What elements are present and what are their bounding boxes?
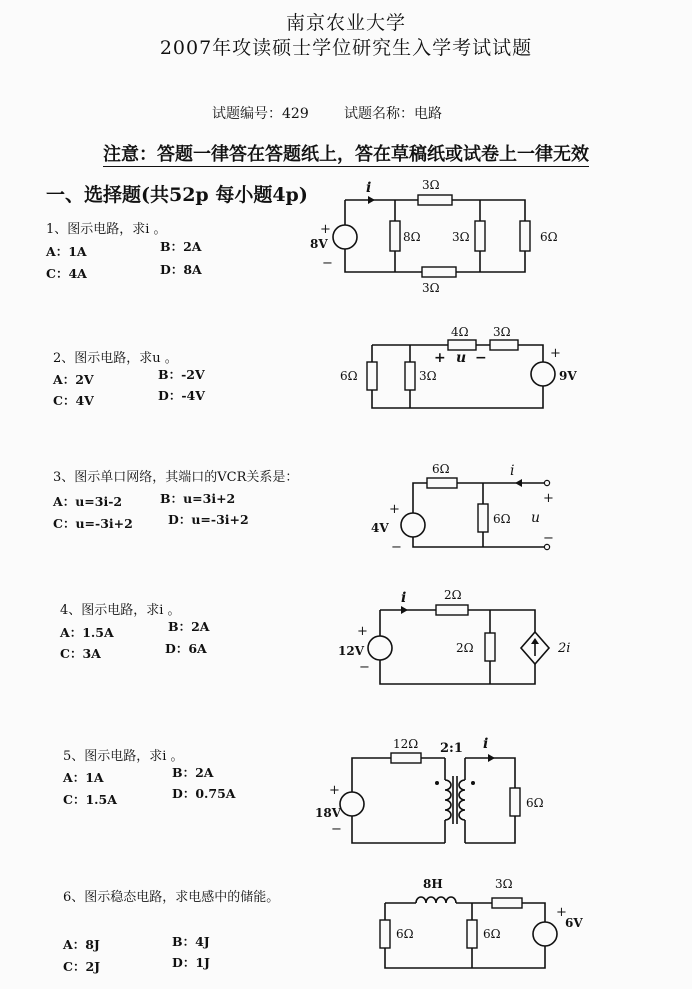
dot-secondary (471, 781, 475, 785)
voltage-source-12v (368, 636, 392, 660)
label-plus: + (320, 222, 331, 237)
resistor-6ohm (520, 221, 530, 251)
resistor-8ohm (390, 221, 400, 251)
question-1-option-c: C：4A (46, 266, 87, 281)
question-2-option-c: C：4V (53, 393, 94, 408)
label-minus: − (322, 256, 333, 271)
label-4v: 4V (371, 521, 389, 535)
question-4-option-c: C：3A (60, 646, 101, 661)
label-source-minus: − (391, 540, 402, 555)
label-port-minus: − (543, 531, 554, 546)
label-6ohm: 6Ω (540, 230, 558, 244)
label-8h: 8H (423, 877, 443, 891)
label-6ohm-vert: 6Ω (493, 512, 511, 526)
question-5-option-a: A：1A (63, 770, 104, 785)
resistor-6ohm (367, 362, 377, 390)
question-4-option-d: D：6A (165, 641, 207, 656)
label-source-plus: + (556, 905, 567, 920)
label-port-plus: + (543, 491, 554, 506)
question-3-stem: 3、图示单口网络，其端口的VCR关系是： (53, 470, 299, 485)
label-source-plus: + (329, 783, 340, 798)
notice (0, 140, 692, 166)
resistor-3ohm-vert (405, 362, 415, 390)
voltage-source-9v (531, 362, 555, 386)
question-5-option-d: D：0.75A (172, 786, 236, 801)
question-3-option-a: A：u=3i-2 (53, 494, 123, 509)
voltage-source-18v (340, 792, 364, 816)
label-i: i (510, 463, 515, 479)
resistor-6ohm-vert (478, 504, 488, 532)
label-12ohm: 12Ω (393, 737, 419, 751)
circuit-6 (360, 870, 590, 985)
voltage-source-8v (333, 225, 357, 249)
question-3-option-c: C：u=-3i+2 (53, 516, 133, 531)
label-9v: 9V (559, 369, 577, 383)
label-18v: 18V (315, 806, 342, 820)
label-3ohm: 3Ω (493, 325, 511, 339)
resistor-6ohm-top (427, 478, 457, 488)
label-source-plus: + (389, 502, 400, 517)
label-8ohm: 8Ω (403, 230, 421, 244)
label-6ohm-top: 6Ω (432, 462, 450, 476)
question-2-option-b: B：-2V (158, 367, 205, 382)
dot-primary (435, 781, 439, 785)
resistor-6ohm-left (380, 920, 390, 948)
exam-name: 试题名称：电路 (344, 106, 442, 122)
label-6ohm-left: 6Ω (396, 927, 414, 941)
circuit-4 (330, 585, 580, 695)
circuit-5 (315, 730, 565, 855)
question-3-option-d: D：u=-3i+2 (168, 512, 249, 527)
resistor-bottom-3ohm (422, 267, 456, 277)
question-4-stem: 4、图示电路，求i 。 (60, 603, 181, 618)
label-3ohm: 3Ω (495, 877, 513, 891)
exam-title: 2007年攻读硕士学位研究生入学考试试题 (159, 37, 533, 59)
voltage-source-6v (533, 922, 557, 946)
label-2ohm-vert: 2Ω (456, 641, 474, 655)
circuit-2 (330, 320, 590, 420)
question-4-option-a: A：1.5A (60, 625, 114, 640)
label-source-minus: − (359, 660, 370, 675)
label-3ohm-bottom: 3Ω (422, 281, 440, 295)
resistor-3ohm (492, 898, 522, 908)
label-u-plus: + (434, 350, 446, 366)
label-i: i (401, 590, 407, 606)
label-6ohm: 6Ω (526, 796, 544, 810)
resistor-6ohm-mid (467, 920, 477, 948)
label-i: i (366, 180, 372, 196)
question-6-option-b: B：4J (172, 934, 210, 949)
question-5-option-c: C：1.5A (63, 792, 117, 807)
label-3ohm-vert: 3Ω (419, 369, 437, 383)
current-arrow (488, 754, 495, 762)
primary-coil (445, 780, 451, 820)
question-6-stem: 6、图示稳态电路，求电感中的储能。 (63, 890, 280, 905)
voltage-source-4v (401, 513, 425, 537)
label-u: u (531, 510, 541, 526)
label-source-minus: − (331, 822, 342, 837)
question-5-option-b: B：2A (172, 765, 214, 780)
question-3-option-b: B：u=3i+2 (160, 491, 236, 506)
label-2i: 2i (558, 641, 571, 656)
label-12v: 12V (338, 644, 365, 658)
label-source-plus: + (357, 624, 368, 639)
section-title: 一、选择题(共52p 每小题4p) (46, 184, 308, 206)
current-arrow (515, 479, 522, 487)
resistor-4ohm (448, 340, 476, 350)
secondary-coil (459, 780, 465, 820)
label-8v: 8V (310, 237, 328, 251)
label-3ohm-mid: 3Ω (452, 230, 470, 244)
label-6ohm: 6Ω (340, 369, 358, 383)
question-1-option-d: D：8A (160, 262, 202, 277)
question-5-stem: 5、图示电路，求i 。 (63, 749, 184, 764)
resistor-6ohm (510, 788, 520, 816)
question-6-option-a: A：8J (63, 937, 100, 952)
label-6v: 6V (565, 916, 583, 930)
resistor-top-3ohm (418, 195, 452, 205)
label-4ohm: 4Ω (451, 325, 469, 339)
notice-text: 注意：答题一律答在答题纸上，答在草稿纸或试卷上一律无效 (103, 144, 589, 165)
question-6-option-d: D：1J (172, 955, 210, 970)
resistor-2ohm-top (436, 605, 468, 615)
label-2ohm-top: 2Ω (444, 588, 462, 602)
port-terminal-top (544, 480, 549, 485)
label-i: i (483, 736, 489, 752)
question-4-option-b: B：2A (168, 619, 210, 634)
resistor-12ohm (391, 753, 421, 763)
resistor-2ohm-vert (485, 633, 495, 661)
question-2-option-d: D：-4V (158, 388, 205, 403)
circuit-1 (300, 175, 580, 300)
label-source-plus: + (550, 346, 561, 361)
circuit-3 (355, 460, 575, 560)
label-u: u (456, 350, 467, 366)
exam-code: 试题编号：429 (212, 106, 309, 122)
question-1-option-b: B：2A (160, 239, 202, 254)
label-3ohm-top: 3Ω (422, 178, 440, 192)
label-6ohm-mid: 6Ω (483, 927, 501, 941)
question-1-stem: 1、图示电路，求i 。 (46, 222, 167, 237)
question-2-stem: 2、图示电路，求u 。 (53, 351, 178, 366)
label-ratio: 2:1 (440, 741, 463, 756)
label-u-minus: − (475, 350, 487, 366)
university-name: 南京农业大学 (285, 12, 406, 34)
question-1-option-a: A：1A (46, 244, 87, 259)
current-arrow (368, 196, 375, 204)
current-arrow (401, 606, 408, 614)
question-2-option-a: A：2V (53, 372, 94, 387)
resistor-3ohm-top (490, 340, 518, 350)
question-6-option-c: C：2J (63, 959, 101, 974)
resistor-mid-3ohm (475, 221, 485, 251)
